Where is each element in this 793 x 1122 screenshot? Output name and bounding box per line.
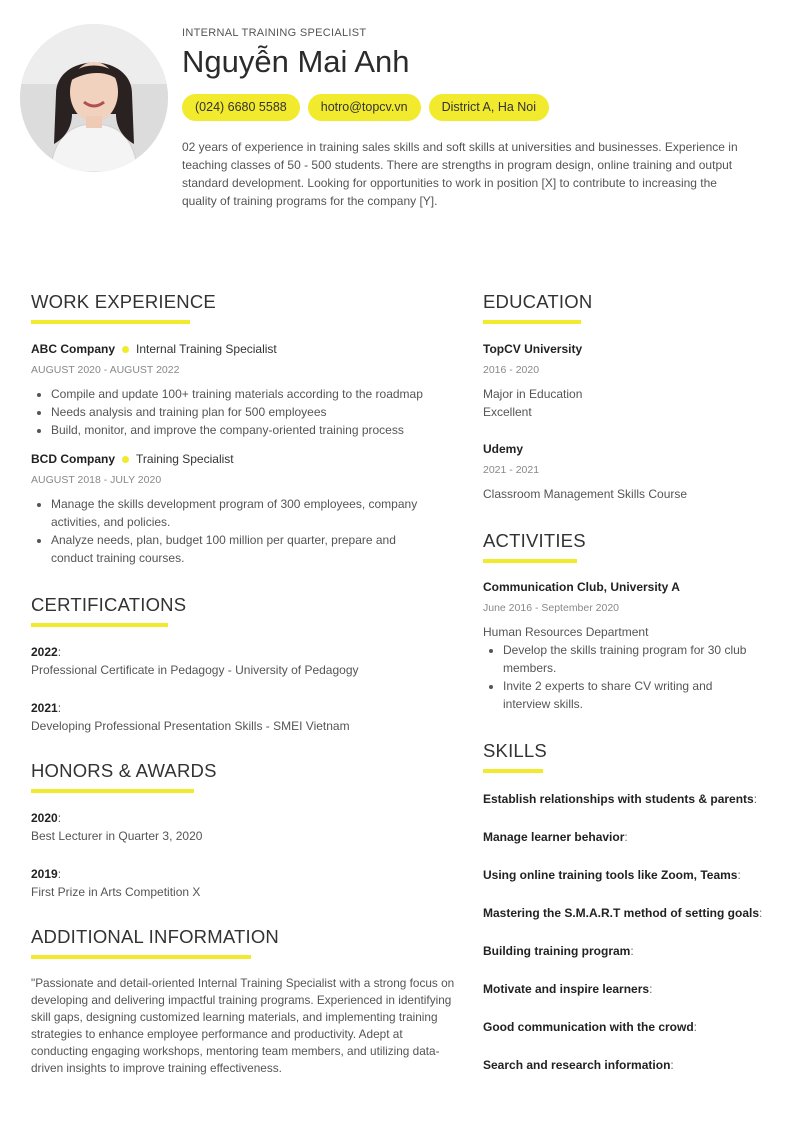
skill-item: Manage learner behavior: xyxy=(483,830,628,844)
skills-list xyxy=(483,791,773,1095)
activity-bullets xyxy=(483,641,758,713)
right-column xyxy=(483,290,773,1095)
education-section xyxy=(483,290,773,503)
education-detail: Classroom Management Skills Course xyxy=(483,487,688,501)
list-item: • Develop the skills training program for 30 club members. xyxy=(503,641,758,677)
skill-item: Search and research information: xyxy=(483,1058,674,1072)
job-bullets xyxy=(31,385,456,439)
section-underline xyxy=(31,955,251,959)
award-text: Best Lecturer in Quarter 3, 2020 xyxy=(31,829,203,843)
section-title: EDUCATION xyxy=(483,291,593,312)
education-detail: Major in Education xyxy=(483,387,583,401)
award-item: 2019: First Prize in Arts Competition X xyxy=(31,865,456,901)
activity-org: Communication Club, University A xyxy=(483,580,680,594)
bullet-dot-icon xyxy=(122,456,129,463)
list-item: • Analyze needs, plan, budget 100 million per quarter, prepare and conduct training courses. xyxy=(51,531,436,567)
section-title: CERTIFICATIONS xyxy=(31,594,187,615)
job-role: Internal Training Specialist xyxy=(136,342,277,356)
section-title: WORK EXPERIENCE xyxy=(31,291,216,312)
full-name: Nguyễn Mai Anh xyxy=(182,44,410,79)
email-pill[interactable]: hotro@topcv.vn xyxy=(308,94,421,121)
certification-text: Professional Certificate in Pedagogy - University of Pedagogy xyxy=(31,663,359,677)
education-period: 2016 - 2020 xyxy=(483,364,540,376)
year-label: 2022 xyxy=(31,645,58,659)
section-underline xyxy=(31,789,194,793)
activities-section xyxy=(483,529,773,713)
job-bullets xyxy=(31,495,436,567)
additional-info-text: "Passionate and detail-oriented Internal Training Specialist with a strong focus on developing and delivering impactful training programs. Experienced in identifying skill gaps, designing customized learning materials, and implementing training strategies to enhance employee performance and productivity. Adept at conducting engaging workshops, mentoring team members, and utilizing data-driven insights to improve training effectiveness. xyxy=(31,976,455,1075)
list-item: • Build, monitor, and improve the company-oriented training process xyxy=(51,421,456,439)
education-detail: Excellent xyxy=(483,405,532,419)
profile-photo xyxy=(20,24,168,172)
activity-period: June 2016 - September 2020 xyxy=(483,602,620,614)
job-title: INTERNAL TRAINING SPECIALIST xyxy=(182,27,367,39)
list-item: • Manage the skills development program of 300 employees, company activities, and policies. xyxy=(51,495,436,531)
avatar-illustration xyxy=(20,24,168,172)
award-text: First Prize in Arts Competition X xyxy=(31,885,201,899)
section-underline xyxy=(483,320,581,324)
list-item: • Invite 2 experts to share CV writing and interview skills. xyxy=(503,677,758,713)
contact-pills xyxy=(182,94,762,121)
work-experience-section xyxy=(31,290,456,567)
section-title: ADDITIONAL INFORMATION xyxy=(31,926,279,947)
location-pill: District A, Ha Noi xyxy=(429,94,549,121)
phone-pill[interactable]: (024) 6680 5588 xyxy=(182,94,300,121)
job-header xyxy=(31,451,456,467)
year-label: 2020 xyxy=(31,811,58,825)
honors-section xyxy=(31,759,456,901)
additional-info-section xyxy=(31,925,456,1077)
skill-item: Establish relationships with students & parents: xyxy=(483,792,758,806)
award-item: 2020: Best Lecturer in Quarter 3, 2020 xyxy=(31,809,456,845)
skill-item: Building training program: xyxy=(483,944,634,958)
job-header xyxy=(31,341,456,357)
section-title: ACTIVITIES xyxy=(483,530,586,551)
activity-role: Human Resources Department xyxy=(483,625,649,639)
certifications-section xyxy=(31,593,456,735)
bullet-dot-icon xyxy=(122,346,129,353)
section-underline xyxy=(483,769,543,773)
school-name: TopCV University xyxy=(483,342,583,356)
list-item: • Compile and update 100+ training materials according to the roadmap xyxy=(51,385,456,403)
section-underline xyxy=(31,320,190,324)
left-column xyxy=(31,290,456,1077)
skills-section xyxy=(483,739,773,1095)
job-period: AUGUST 2018 - JULY 2020 xyxy=(31,474,162,486)
skill-item: Good communication with the crowd: xyxy=(483,1020,698,1034)
section-title: HONORS & AWARDS xyxy=(31,760,217,781)
certification-text: Developing Professional Presentation Skills - SMEI Vietnam xyxy=(31,719,350,733)
job-period: AUGUST 2020 - AUGUST 2022 xyxy=(31,364,180,376)
certification-item: 2021: Developing Professional Presentation Skills - SMEI Vietnam xyxy=(31,699,456,735)
year-label: 2021 xyxy=(31,701,58,715)
profile-summary: 02 years of experience in training sales skills and soft skills at universities and businesses. Experience in teaching classes of 50 - 500 students. There are strengths in program design, online training and output standard development. Looking for opportunities to work in position [X] to contribute to increasing the quality of training programs for the company [Y]. xyxy=(182,140,738,208)
skill-item: Using online training tools like Zoom, Teams: xyxy=(483,868,741,882)
skill-item: Mastering the S.M.A.R.T method of setting goals: xyxy=(483,906,763,920)
certification-item: 2022: Professional Certificate in Pedagogy - University of Pedagogy xyxy=(31,643,456,679)
profile-header xyxy=(182,24,762,210)
year-label: 2019 xyxy=(31,867,58,881)
education-period: 2021 - 2021 xyxy=(483,464,540,476)
section-underline xyxy=(31,623,168,627)
section-underline xyxy=(483,559,577,563)
section-title: SKILLS xyxy=(483,740,547,761)
skill-item: Motivate and inspire learners: xyxy=(483,982,653,996)
company-name: BCD Company xyxy=(31,452,116,466)
list-item: • Needs analysis and training plan for 500 employees xyxy=(51,403,456,421)
school-name: Udemy xyxy=(483,442,524,456)
job-role: Training Specialist xyxy=(136,452,234,466)
company-name: ABC Company xyxy=(31,342,116,356)
